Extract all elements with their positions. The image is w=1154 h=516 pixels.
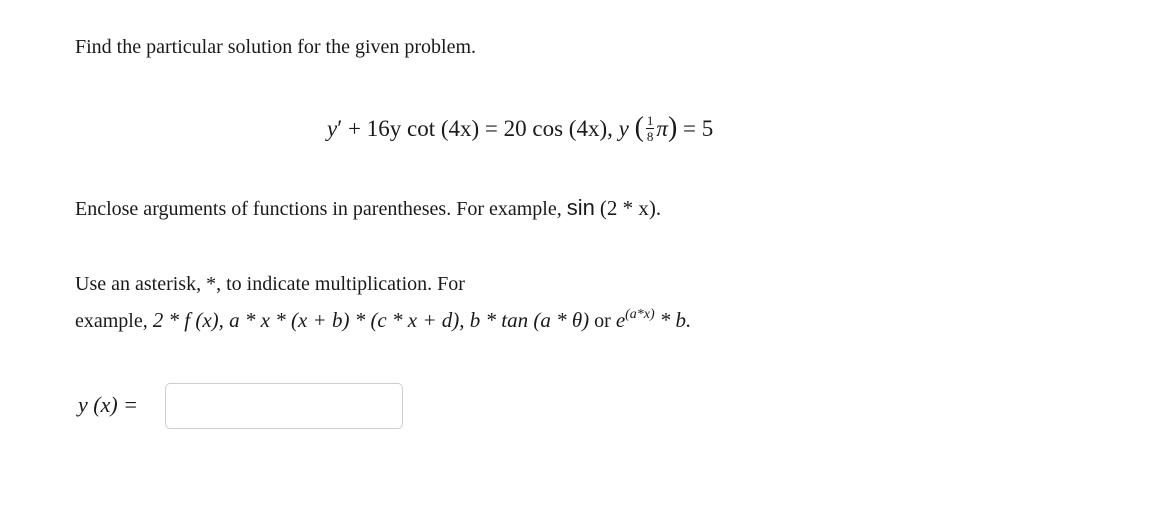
- exp-power: (a*x): [625, 307, 655, 322]
- eq-term: 16y cot (4x): [366, 116, 480, 141]
- differential-equation: [327, 114, 713, 145]
- answer-label: [78, 394, 138, 416]
- cond-close-paren: ): [667, 112, 678, 143]
- eq-rhs: 20 cos (4x),: [503, 116, 613, 141]
- frac-numerator: 1: [646, 113, 654, 129]
- frac-denominator: 8: [646, 129, 654, 145]
- cond-equals: = 5: [683, 116, 714, 141]
- asterisk-hint-line1: Use an asterisk, *, to indicate multiplication. For: [75, 273, 465, 295]
- exp-tail: * b.: [659, 308, 692, 332]
- cond-open-paren: (: [634, 112, 644, 143]
- problem-instruction: Find the particular solution for the given problem.: [75, 36, 477, 58]
- or-word: or: [594, 310, 611, 332]
- enclose-hint: [75, 197, 661, 219]
- answer-input[interactable]: [165, 383, 403, 429]
- cond-y: y: [618, 116, 629, 141]
- example-prefix: example,: [75, 310, 148, 332]
- eq-plus: +: [348, 116, 361, 141]
- asterisk-example: 2 * f (x), a * x * (x + b) * (c * x + d), b * tan (a * θ): [152, 308, 590, 332]
- cond-pi: π: [656, 116, 668, 141]
- answer-label-text: y (x) =: [78, 392, 139, 417]
- eq-equals: =: [484, 116, 498, 141]
- clipped-previous-text: [200, 0, 360, 2]
- enclose-example-fn: sin: [566, 195, 595, 220]
- eq-y: y: [327, 116, 338, 141]
- cond-fraction: [646, 114, 655, 143]
- enclose-example-arg: (2 * x).: [599, 196, 662, 220]
- exp-base: e: [615, 308, 626, 332]
- eq-prime: ′: [337, 116, 343, 141]
- asterisk-hint-line2: [75, 308, 691, 331]
- enclose-text: Enclose arguments of functions in parentheses. For example,: [75, 198, 562, 220]
